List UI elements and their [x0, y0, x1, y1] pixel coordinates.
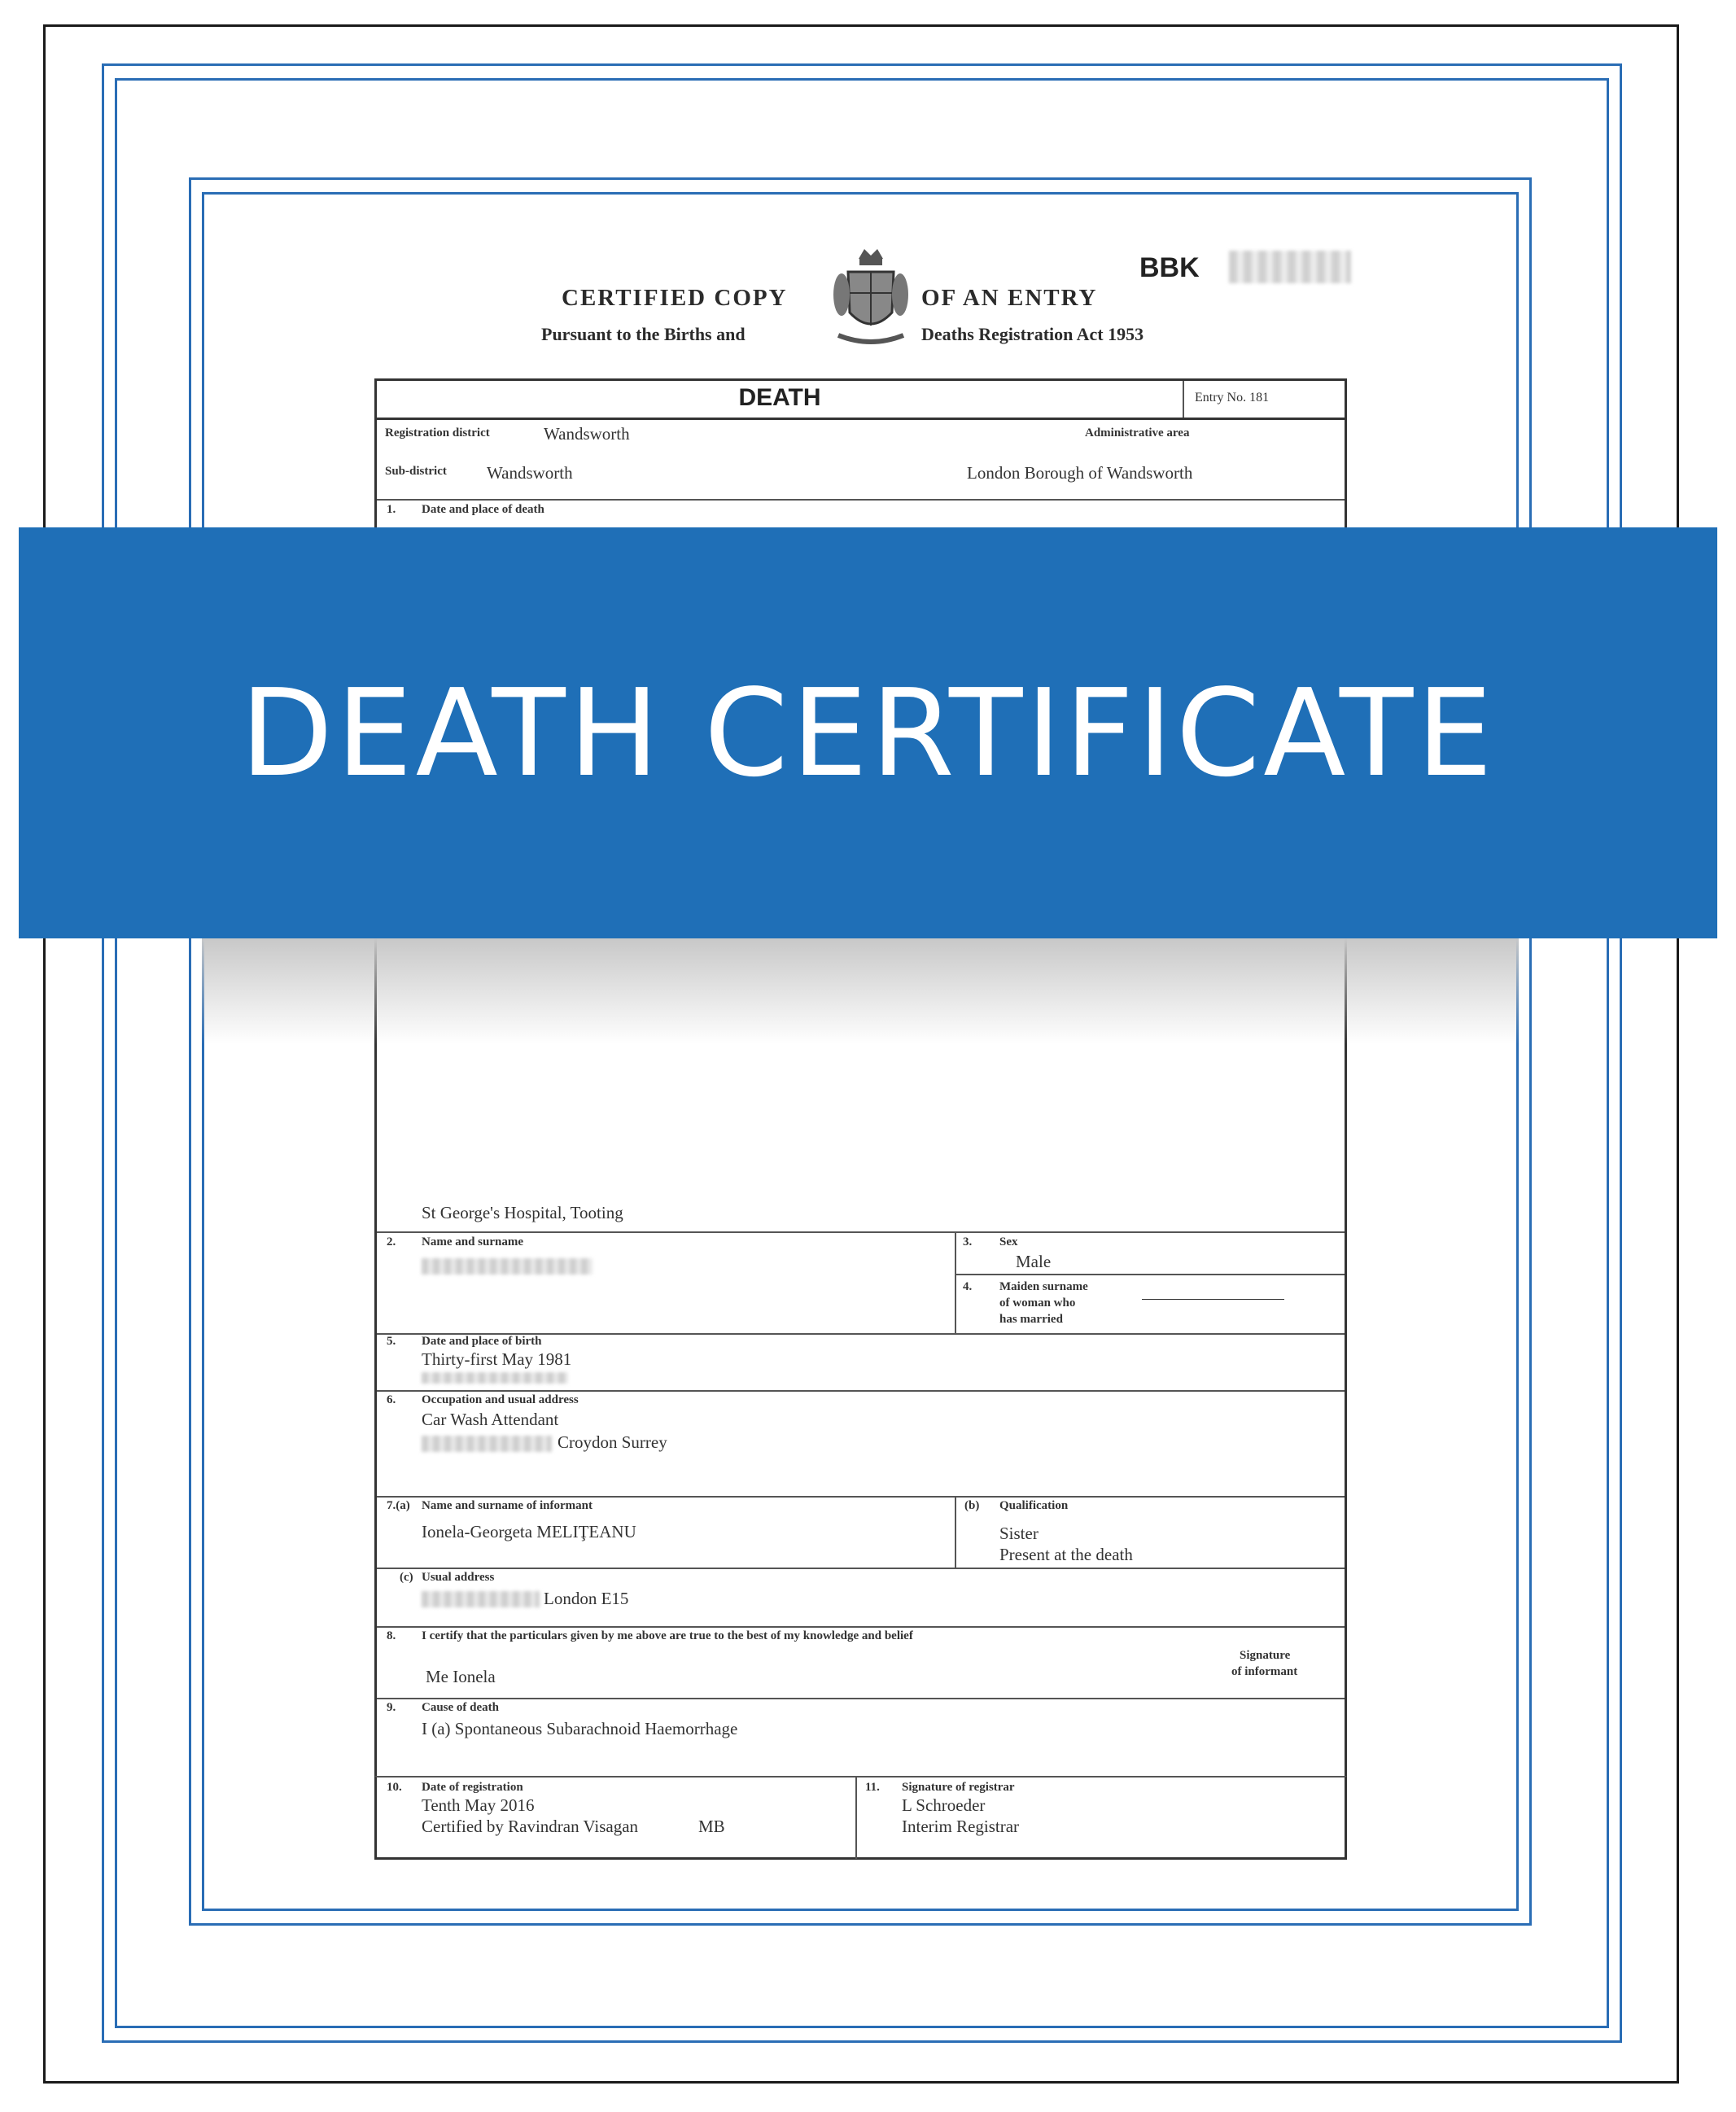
banner-title: DEATH CERTIFICATE	[240, 662, 1496, 803]
field9-qualification: MB	[698, 1817, 725, 1836]
title-banner	[19, 527, 1717, 938]
header-certified-copy: CERTIFIED COPY	[562, 285, 788, 311]
field11-value-2: Interim Registrar	[902, 1817, 1020, 1836]
field11-label: Signature of registrar	[902, 1781, 1015, 1794]
divider	[1183, 381, 1184, 418]
administrative-area-label: Administrative area	[1085, 426, 1190, 439]
serial-prefix: BBK	[1139, 252, 1200, 283]
administrative-area-value: London Borough of Wandsworth	[967, 463, 1193, 483]
name-redacted	[422, 1258, 593, 1275]
form-title-row	[377, 381, 1345, 420]
blank-line	[1142, 1299, 1284, 1300]
field8-number: 8.	[387, 1629, 396, 1642]
row-divider	[377, 1626, 1345, 1628]
field6-number: 6.	[387, 1393, 396, 1406]
field10-number: 10.	[387, 1781, 402, 1794]
field7b-value-2: Present at the death	[999, 1545, 1133, 1564]
field4-number: 4.	[963, 1280, 973, 1293]
field9-number: 9.	[387, 1701, 396, 1714]
divider	[855, 1777, 857, 1859]
field4-label-1: Maiden surname	[999, 1280, 1088, 1293]
field2-label: Name and surname	[422, 1235, 524, 1248]
field7a-value: Ionela-Georgeta MELIŢEANU	[422, 1522, 636, 1541]
field9-certified: Certified by Ravindran Visagan	[422, 1817, 639, 1836]
divider	[955, 1496, 956, 1568]
row-divider	[377, 1698, 1345, 1699]
field7a-number: 7.(a)	[387, 1499, 410, 1512]
field7c-number: (c)	[400, 1571, 413, 1584]
entry-number: Entry No. 181	[1195, 391, 1270, 404]
sub-district-label: Sub-district	[385, 465, 447, 478]
field3-number: 3.	[963, 1235, 973, 1248]
field3-value: Male	[1016, 1252, 1052, 1271]
field10-value: Tenth May 2016	[422, 1795, 535, 1815]
row-divider	[377, 1496, 1345, 1498]
field7c-value: London E15	[544, 1589, 629, 1608]
divider	[955, 1231, 956, 1333]
field8-signature: Me Ionela	[426, 1667, 496, 1686]
row-divider	[377, 499, 1345, 501]
registration-row	[374, 1776, 1347, 1860]
field9-label: Cause of death	[422, 1701, 500, 1714]
field4-label-2: of woman who	[999, 1296, 1076, 1310]
certificate-document	[301, 236, 1384, 1888]
field3-label: Sex	[999, 1235, 1018, 1248]
royal-crest-icon	[830, 244, 912, 358]
row-divider	[377, 1231, 1345, 1233]
header-pursuant: Pursuant to the Births and	[541, 324, 746, 344]
birthplace-redacted	[422, 1372, 568, 1384]
row-divider	[377, 1390, 1345, 1392]
field10-label: Date of registration	[422, 1781, 523, 1794]
field8-label: I certify that the particulars given by me above are true to the best of my knowledge and belief	[422, 1629, 913, 1642]
field8-signature-label-1: Signature	[1240, 1649, 1291, 1662]
field5-label: Date and place of birth	[422, 1335, 542, 1348]
sub-district-value: Wandsworth	[487, 463, 573, 483]
registration-district-value: Wandsworth	[544, 424, 630, 444]
field7b-value-1: Sister	[999, 1524, 1039, 1543]
registration-district-label: Registration district	[385, 426, 490, 439]
informant-address-redacted	[422, 1591, 540, 1607]
field6-label: Occupation and usual address	[422, 1393, 579, 1406]
field1-label: Date and place of death	[422, 503, 544, 516]
field5-number: 5.	[387, 1335, 396, 1348]
row-divider	[955, 1274, 1345, 1275]
field4-label-3: has married	[999, 1313, 1063, 1326]
field6-occupation: Car Wash Attendant	[422, 1410, 559, 1429]
header-of-an-entry: OF AN ENTRY	[921, 285, 1098, 311]
field11-number: 11.	[865, 1781, 880, 1794]
field7b-label: Qualification	[999, 1499, 1069, 1512]
field7a-label: Name and surname of informant	[422, 1499, 593, 1512]
field7c-label: Usual address	[422, 1571, 495, 1584]
field5-value: Thirty-first May 1981	[422, 1349, 572, 1369]
field9-value: I (a) Spontaneous Subarachnoid Haemorrhage	[422, 1719, 738, 1738]
field8-signature-label-2: of informant	[1231, 1665, 1298, 1678]
field7b-number: (b)	[964, 1499, 980, 1512]
field6-address: Croydon Surrey	[558, 1432, 667, 1452]
address-redacted	[422, 1436, 552, 1452]
field1-number: 1.	[387, 503, 396, 516]
header-act: Deaths Registration Act 1953	[921, 324, 1144, 344]
form-title: DEATH	[738, 384, 821, 411]
field11-value-1: L Schroeder	[902, 1795, 986, 1815]
field2-number: 2.	[387, 1235, 396, 1248]
serial-number-redacted	[1229, 251, 1351, 283]
field1-place-value: St George's Hospital, Tooting	[422, 1203, 623, 1222]
row-divider	[377, 1568, 1345, 1569]
